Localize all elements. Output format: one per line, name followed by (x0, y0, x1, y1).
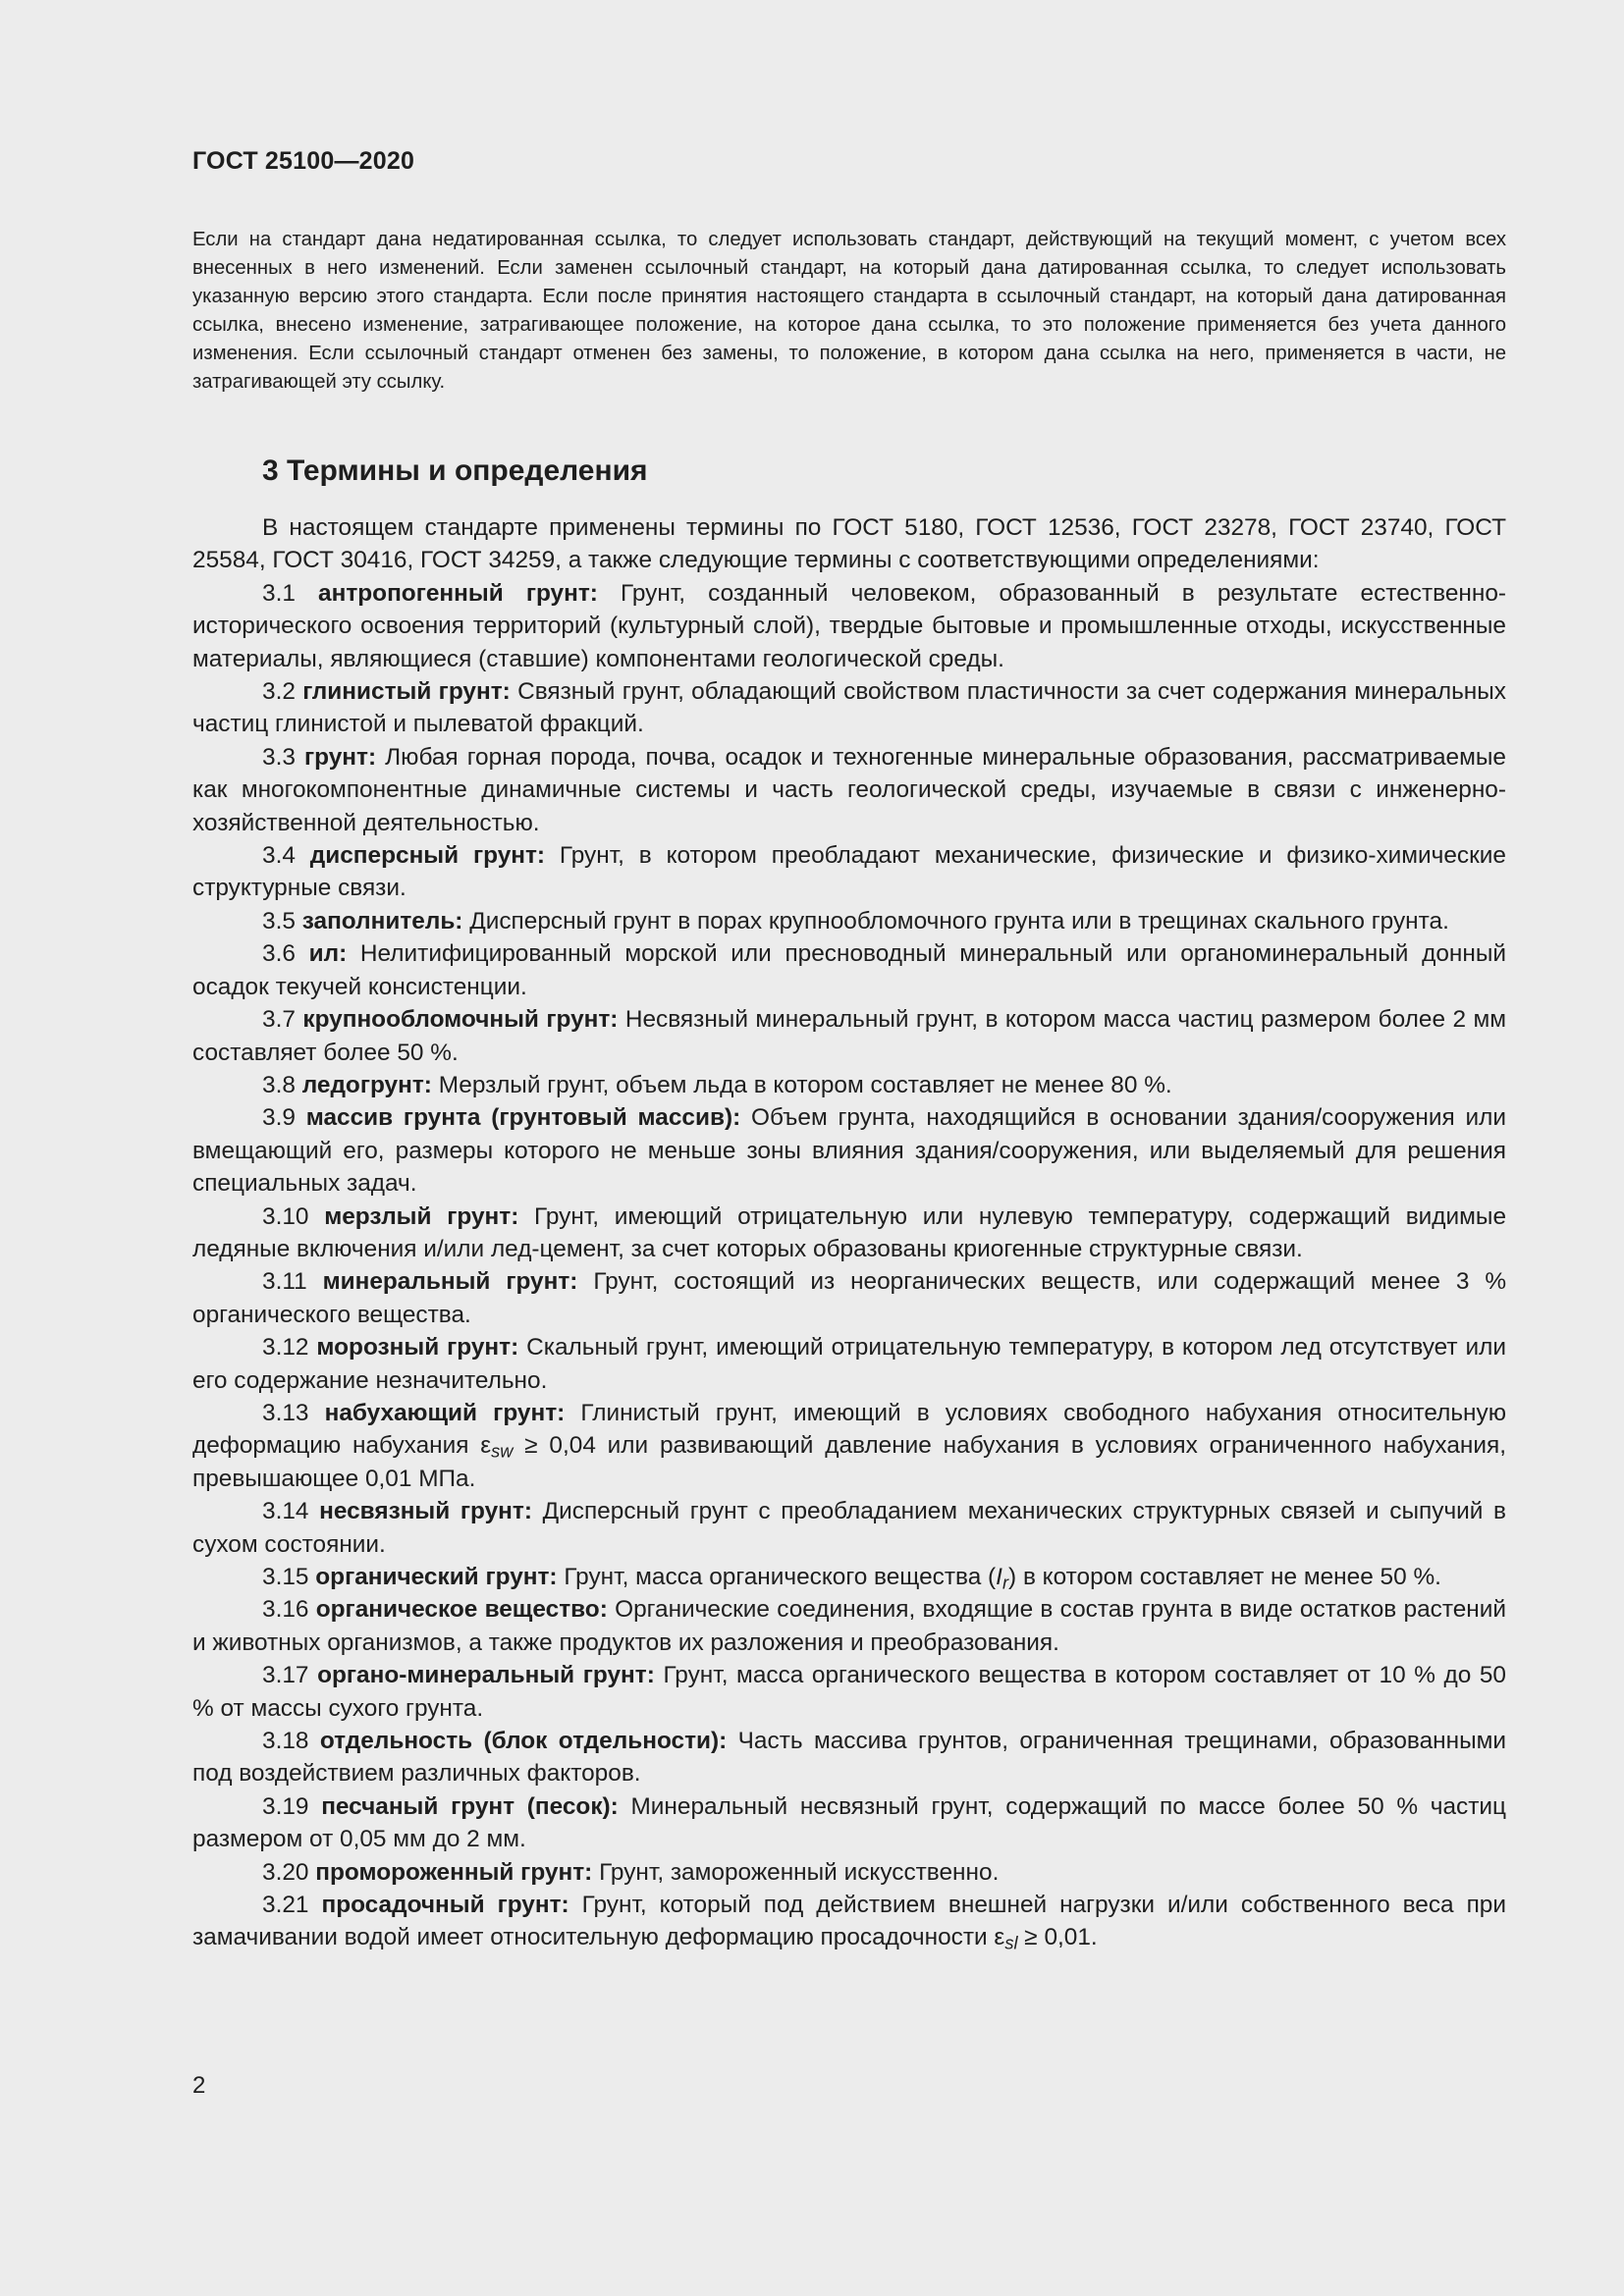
term-number: 3.18 (262, 1728, 309, 1755)
term-name: глинистый грунт: (302, 678, 511, 706)
term-3-5 (192, 905, 1506, 937)
term-definition: Грунт, замороженный искусственно. (599, 1858, 1000, 1886)
section-lead-paragraph: В настоящем стандарте применены термины по ГОСТ 5180, ГОСТ 12536, ГОСТ 23278, ГОСТ 23740, ГОСТ 25584, ГОСТ 30416, ГОСТ 34259, а также следующие термины с соответствующими определениями: (192, 514, 1506, 574)
term-name: массив грунта (грунтовый массив): (305, 1104, 741, 1132)
term-number: 3.9 (262, 1104, 296, 1132)
term-number: 3.4 (262, 842, 296, 870)
term-definition: Нелитифицированный морской или пресноводный минеральный или органоминеральный донный осадок текучей консистенции. (192, 940, 1507, 1000)
term-number: 3.8 (262, 1071, 296, 1098)
term-number: 3.5 (262, 907, 296, 934)
term-name: заполнитель: (301, 907, 463, 934)
page-number: 2 (192, 2072, 206, 2099)
intro-paragraph: Если на стандарт дана недатированная ссылка, то следует использовать стандарт, действующий на текущий момент, с учетом всех внесенных в него изменений. Если заменен ссылочный стандарт, на который дана датированная ссылка, то следует использовать указанную версию этого стандарта. Если после принятия настоящего стандарта в ссылочный стандарт, на который дана датированная ссылка, внесено изменение, затрагивающее положение, на которое дана ссылка, то это положение применяется без учета данного изменения. Если ссылочный стандарт отменен без замены, то положение, в котором дана ссылка на него, применяется в части, не затрагивающей эту ссылку. (192, 229, 1506, 393)
term-number: 3.12 (262, 1334, 309, 1362)
term-definition: Дисперсный грунт с преобладанием механических структурных связей и сыпучий в сухом состоянии. (192, 1498, 1506, 1558)
term-number: 3.17 (262, 1662, 309, 1689)
term-definition: Скальный грунт, имеющий отрицательную температуру, в котором лед отсутствует или его содержание незначительно. (192, 1334, 1507, 1394)
term-definition: Мерзлый грунт, объем льда в котором составляет не менее 80 %. (438, 1071, 1172, 1098)
term-definition: Дисперсный грунт в порах крупнообломочного грунта или в трещинах скального грунта. (469, 907, 1449, 934)
term-name: ил: (308, 940, 348, 968)
term-3-11 (192, 1265, 1506, 1331)
term-number: 3.16 (262, 1596, 309, 1624)
term-3-8 (192, 1069, 1506, 1101)
term-definition: Связный грунт, обладающий свойством пластичности за счет содержания минеральных частиц глинистой и пылеватой фракций. (192, 678, 1506, 738)
term-number: 3.2 (262, 678, 296, 706)
symbol-I: I (996, 1564, 1002, 1590)
term-name: отдельность (блок отдельности): (319, 1728, 728, 1755)
term-3-13 (192, 1397, 1506, 1495)
term-number: 3.7 (262, 1006, 296, 1034)
subscript-r: r (1001, 1572, 1009, 1593)
term-name: промороженный грунт: (315, 1858, 593, 1886)
term-name: минеральный грунт: (322, 1268, 578, 1296)
term-definition: Грунт, имеющий отрицательную или нулевую температуру, содержащий видимые ледяные включения и/или лед-цемент, за счет которых образованы криогенные структурные связи. (192, 1202, 1507, 1262)
term-number: 3.15 (262, 1564, 309, 1590)
term-3-21 (192, 1889, 1506, 1954)
term-number: 3.6 (262, 940, 296, 968)
subscript-sl: sl (1004, 1933, 1018, 1954)
term-definition: Грунт, созданный человеком, образованный в результате естественно-исторического освоения территорий (культурный слой), твердые бытовые и промышленные отходы, искусственные материалы, являющиеся (ставшие) компонентами геологической среды. (192, 579, 1507, 672)
term-3-12 (192, 1331, 1506, 1397)
term-number: 3.11 (262, 1268, 307, 1296)
term-name: ледогрунт: (301, 1071, 432, 1098)
term-3-18 (192, 1725, 1506, 1790)
term-3-7 (192, 1003, 1506, 1069)
term-definition-part-a: Грунт, масса органического вещества ( (564, 1564, 997, 1590)
term-3-17 (192, 1659, 1506, 1725)
section-title: 3 Термины и определения (262, 454, 648, 487)
term-name: песчаный грунт (песок): (321, 1792, 619, 1820)
term-number: 3.21 (262, 1892, 309, 1919)
term-name: просадочный грунт: (321, 1892, 569, 1919)
term-name: мерзлый грунт: (324, 1202, 519, 1230)
term-name: набухающий грунт: (324, 1399, 566, 1426)
term-name: органический грунт: (315, 1564, 558, 1590)
term-number: 3.3 (262, 743, 296, 771)
term-name: антропогенный грунт: (318, 579, 598, 607)
term-name: грунт: (303, 743, 377, 771)
term-definition: Любая горная порода, почва, осадок и техногенные минеральные образования, рассматриваемые как многокомпонентные динамичные системы и часть геологической среды, изучаемые в связи с инженерно-хозяйственной деятельностью. (192, 743, 1506, 836)
term-number: 3.13 (262, 1399, 309, 1426)
term-definition-part-a: Глинистый грунт, имеющий в условиях свободного набухания относительную деформацию набухания ε (192, 1399, 1507, 1460)
term-definition-part-b: ) в котором составляет не менее 50 %. (1008, 1564, 1441, 1590)
term-number: 3.14 (262, 1498, 309, 1525)
term-definition: Несвязный минеральный грунт, в котором масса частиц размером более 2 мм составляет более 50 %. (192, 1006, 1506, 1066)
term-3-2 (192, 675, 1506, 741)
term-3-6 (192, 937, 1506, 1003)
document-code-header: ГОСТ 25100—2020 (192, 147, 415, 175)
term-definition: Объем грунта, находящийся в основании здания/сооружения или вмещающий его, размеры которого не меньше зоны влияния здания/сооружения, или выделяемый для решения специальных задач. (192, 1104, 1506, 1198)
term-number: 3.10 (262, 1202, 309, 1230)
term-definition: Минеральный несвязный грунт, содержащий по массе более 50 % частиц размером от 0,05 мм до 2 мм. (192, 1792, 1507, 1853)
subscript-sw: sw (491, 1440, 514, 1462)
term-3-1 (192, 577, 1506, 675)
term-3-3 (192, 741, 1506, 839)
term-name: дисперсный грунт: (309, 842, 546, 870)
term-3-4 (192, 839, 1506, 905)
term-definition: Часть массива грунтов, ограниченная трещинами, образованными под воздействием различных факторов. (192, 1728, 1506, 1788)
term-number: 3.1 (262, 579, 296, 607)
term-number: 3.20 (262, 1858, 309, 1886)
term-definition-part-a: Грунт, который под действием внешней нагрузки и/или собственного веса при замачивании водой имеет относительную деформацию просадочности ε (192, 1892, 1506, 1951)
term-definition-part-b: ≥ 0,01. (1017, 1924, 1098, 1951)
term-definition: Грунт, состоящий из неорганических веществ, или содержащий менее 3 % органического вещества. (192, 1268, 1507, 1328)
term-3-15 (192, 1561, 1506, 1593)
term-3-14 (192, 1495, 1506, 1561)
term-3-19 (192, 1790, 1506, 1856)
term-name: крупнообломочный грунт: (302, 1006, 619, 1034)
terms-section-body (192, 511, 1506, 1954)
term-3-10 (192, 1201, 1506, 1266)
term-3-20 (192, 1856, 1506, 1889)
term-3-9 (192, 1101, 1506, 1200)
term-3-16 (192, 1593, 1506, 1659)
term-definition: Органические соединения, входящие в состав грунта в виде остатков растений и животных организмов, а также продуктов их разложения и преобразования. (192, 1596, 1507, 1656)
term-name: органическое вещество: (315, 1596, 608, 1624)
term-definition: Грунт, в котором преобладают механические, физические и физико-химические структурные связи. (192, 842, 1506, 902)
term-name: несвязный грунт: (319, 1498, 532, 1525)
term-name: морозный грунт: (316, 1334, 519, 1362)
term-name: органо-минеральный грунт: (317, 1662, 655, 1689)
term-number: 3.19 (262, 1792, 309, 1820)
term-definition-part-b: ≥ 0,04 или развивающий давление набухания в условиях ограниченного набухания, превышающее 0,01 МПа. (192, 1432, 1507, 1492)
term-definition: Грунт, масса органического вещества в котором составляет от 10 % до 50 % от массы сухого грунта. (192, 1662, 1506, 1722)
